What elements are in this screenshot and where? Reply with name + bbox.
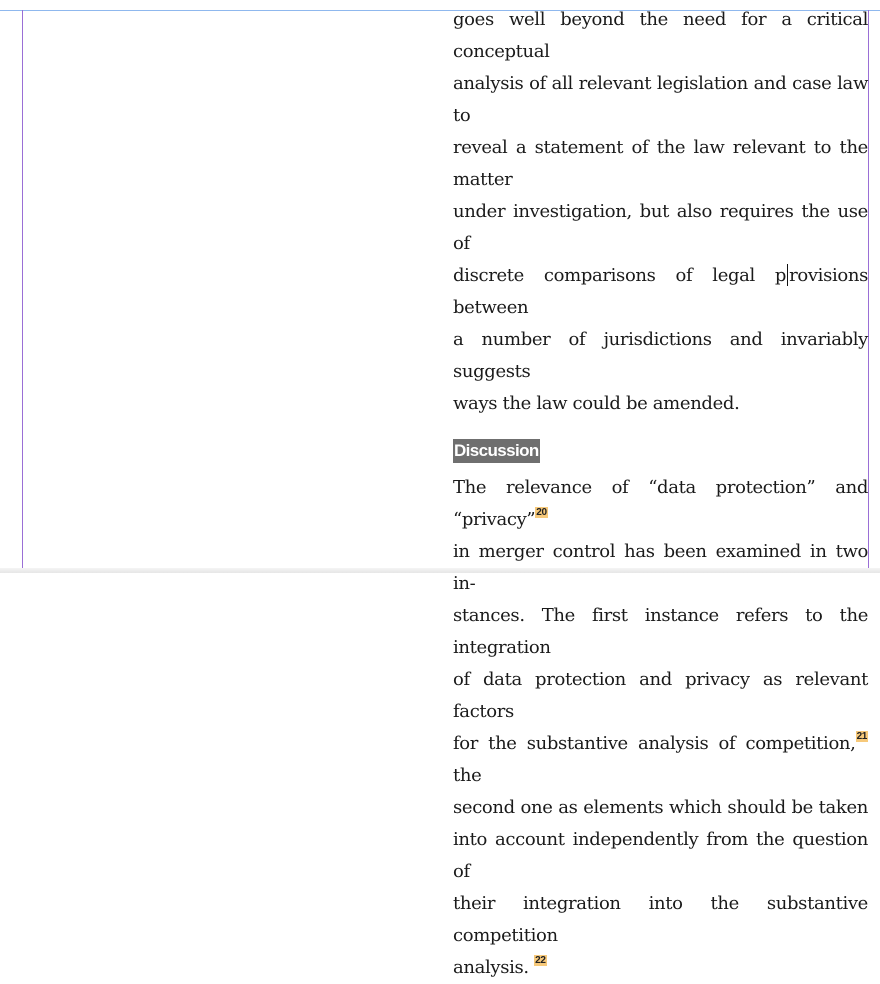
page-bottom-edge bbox=[0, 568, 880, 573]
text-after-caret: rovisions between bbox=[453, 265, 868, 318]
text-line bbox=[453, 728, 868, 792]
heading-container bbox=[453, 439, 868, 467]
text-line: their integration into the substantive competition bbox=[453, 893, 868, 946]
text-line: analysis of all relevant legislation and case law to bbox=[453, 73, 868, 126]
text-line-body: for the substantive analysis of competition, bbox=[453, 733, 856, 754]
paragraph-1[interactable] bbox=[453, 4, 868, 420]
text-line bbox=[453, 472, 868, 536]
text-line bbox=[453, 952, 868, 984]
text-line: under investigation, but also requires the use of bbox=[453, 201, 868, 254]
text-line-with-caret bbox=[453, 260, 868, 324]
text-line: ways the law could be amended. bbox=[453, 393, 740, 414]
footnote-marker-21[interactable]: 21 bbox=[856, 731, 867, 742]
text-line: second one as elements which should be taken bbox=[453, 797, 868, 818]
text-line-body: The relevance of “data protection” and “privacy” bbox=[453, 477, 868, 530]
footnote-marker-22[interactable]: 22 bbox=[535, 955, 546, 966]
text-frame[interactable] bbox=[453, 4, 868, 984]
right-margin-guide bbox=[868, 10, 869, 573]
text-line: goes well beyond the need for a critical conceptual bbox=[453, 9, 868, 62]
section-heading[interactable]: Discussion bbox=[453, 439, 540, 463]
text-line: in merger control has been examined in two in- bbox=[453, 541, 868, 594]
paragraph-2[interactable] bbox=[453, 472, 868, 984]
text-before-caret: discrete comparisons of legal p bbox=[453, 265, 787, 286]
text-line: stances. The first instance refers to the integration bbox=[453, 605, 868, 658]
text-line: reveal a statement of the law relevant to the matter bbox=[453, 137, 868, 190]
text-line: into account independently from the question of bbox=[453, 829, 868, 882]
footnote-marker-20[interactable]: 20 bbox=[536, 507, 547, 518]
text-line-tail: the bbox=[453, 765, 482, 786]
text-caret bbox=[787, 264, 788, 286]
text-line: a number of jurisdictions and invariably suggests bbox=[453, 329, 868, 382]
text-line: of data protection and privacy as relevant factors bbox=[453, 669, 868, 722]
text-line-body: analysis. bbox=[453, 957, 535, 978]
left-margin-guide bbox=[22, 10, 23, 573]
